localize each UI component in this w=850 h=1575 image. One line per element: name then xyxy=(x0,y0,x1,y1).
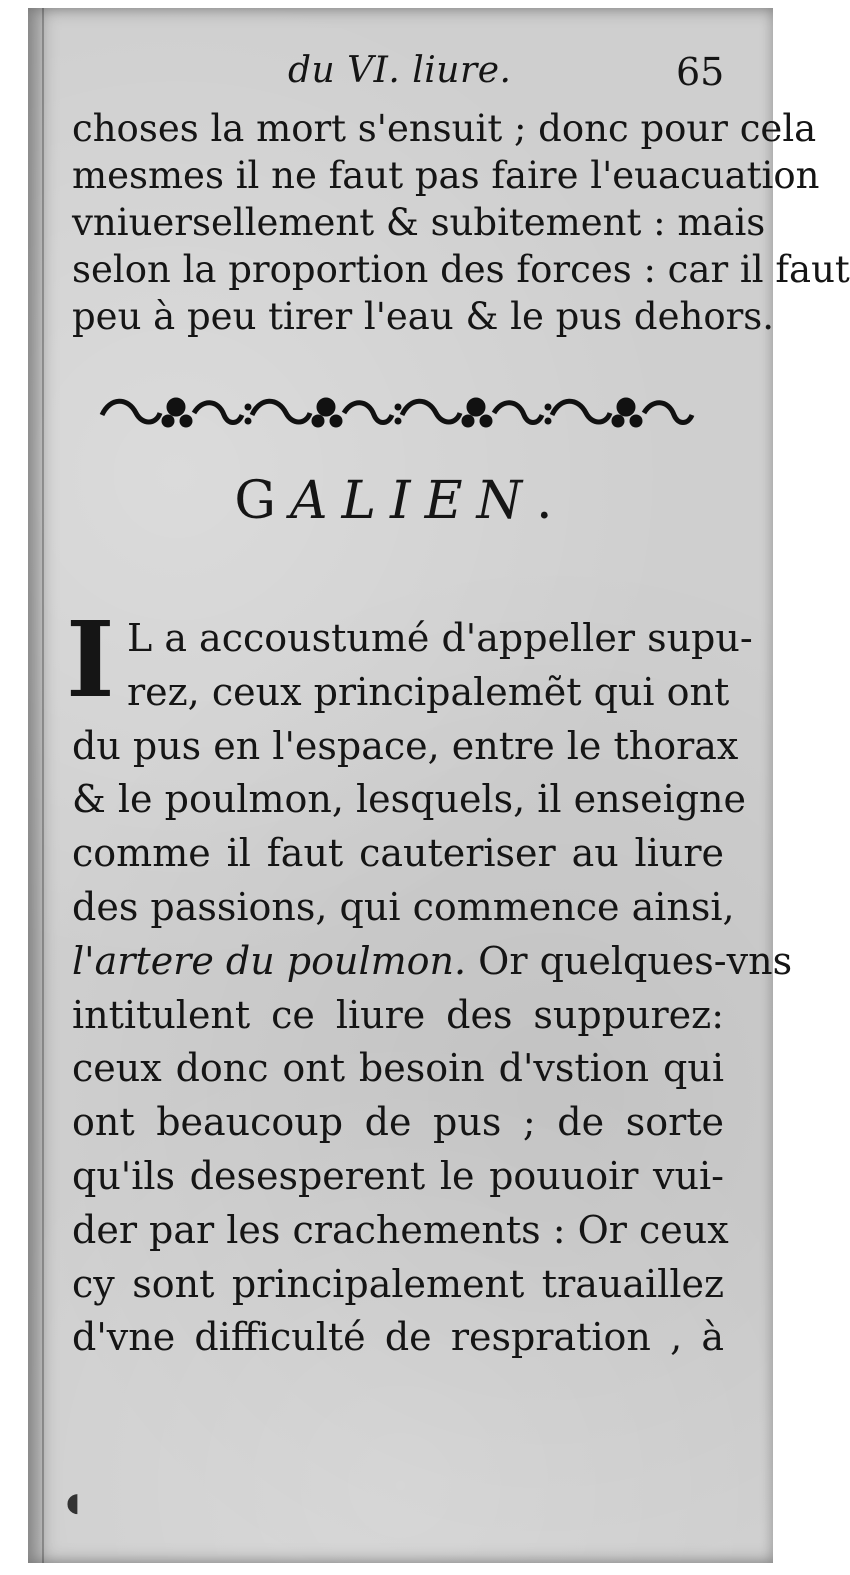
fleuron-unit xyxy=(552,398,692,427)
fleuron-unit xyxy=(252,398,401,427)
text-line: d'vne difficulté de respration , à xyxy=(72,1315,724,1360)
text-line: comme il faut cauteriser au liure xyxy=(72,831,724,876)
page-header xyxy=(28,50,773,102)
text-line: mesmes il ne faut pas faire l'euacuation xyxy=(72,154,820,197)
text-line: rez, ceux principalemẽt qui ont xyxy=(127,669,730,714)
fleuron-unit xyxy=(402,398,551,427)
text-line: & le poulmon, lesquels, il enseigne xyxy=(72,777,747,822)
text-line: vniuersellement & subitement : mais xyxy=(72,201,766,244)
text-line xyxy=(72,935,793,989)
heading-name: ALIEN xyxy=(289,471,537,531)
fleuron-band-icon xyxy=(98,385,698,441)
heading-period: . xyxy=(536,471,567,531)
text-line: L a accoustumé d'appeller supu- xyxy=(127,616,753,660)
text-line: cy sont principalement trauaillez xyxy=(72,1261,724,1306)
top-paragraph xyxy=(72,105,850,340)
text-line: intitulent ce liure des suppurez: xyxy=(72,992,724,1037)
gutter-shadow xyxy=(42,8,44,1563)
paper-blemish-icon: ◖ xyxy=(66,1488,80,1518)
text-line: des passions, qui commence ainsi, xyxy=(72,884,735,929)
italic-citation: l'artere du poulmon. xyxy=(72,938,467,983)
text-line: der par les crachements : Or ceux xyxy=(72,1207,729,1252)
section-heading xyxy=(28,471,773,531)
text-line: selon la proportion des forces : car il faut xyxy=(72,248,850,291)
text-line: peu à peu tirer l'eau & le pus dehors. xyxy=(72,295,775,338)
text-line: ont beaucoup de pus ; de sorte xyxy=(72,1100,724,1145)
text-line: choses la mort s'ensuit ; donc pour cela xyxy=(72,107,817,150)
text-line: qu'ils desesperent le pouuoir vui- xyxy=(72,1153,724,1198)
body-paragraph xyxy=(72,612,793,1365)
heading-letter: G xyxy=(234,471,290,531)
book-page xyxy=(28,8,850,1563)
fleuron-unit xyxy=(102,398,251,427)
text-line: ceux donc ont besoin d'vstion qui xyxy=(72,1046,724,1091)
running-head: du VI. liure. xyxy=(288,50,512,91)
text-line: du pus en l'espace, entre le thorax xyxy=(72,723,739,768)
drop-cap: I xyxy=(66,598,115,721)
text-span: Or quelques-vns xyxy=(466,938,793,983)
page-number: 65 xyxy=(676,50,725,94)
